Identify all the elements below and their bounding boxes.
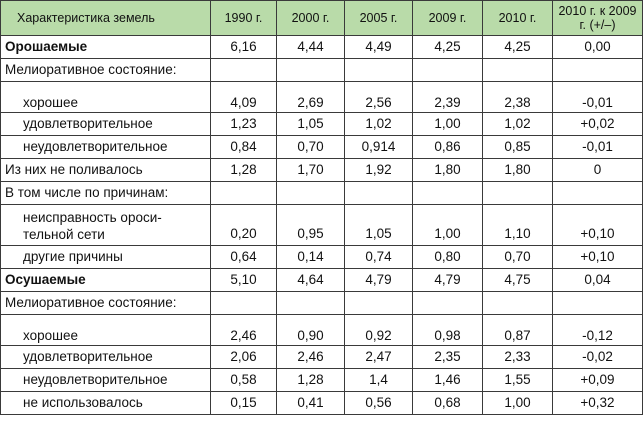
- table-cell: 2,33: [483, 346, 553, 369]
- table-cell: 0,70: [483, 246, 553, 269]
- table-cell: 0,90: [277, 315, 345, 346]
- column-header-2009: 2009 г.: [413, 1, 483, 36]
- table-cell: 5,10: [211, 269, 277, 292]
- table-row: [1, 346, 643, 369]
- table-cell: 4,49: [345, 36, 413, 59]
- table-cell: 1,28: [211, 159, 277, 182]
- table-cell: 1,55: [483, 369, 553, 392]
- row-label: Осушаемые: [1, 269, 211, 292]
- table-cell: 4,09: [211, 82, 277, 113]
- table-cell: 2,56: [345, 82, 413, 113]
- row-label: не использовалось: [1, 392, 211, 415]
- row-label: хорошее: [1, 82, 211, 113]
- table-cell: 4,25: [413, 36, 483, 59]
- table-cell: 1,00: [483, 392, 553, 415]
- table-cell: 0,14: [277, 246, 345, 269]
- table-cell: 0,58: [211, 369, 277, 392]
- table-cell: 6,16: [211, 36, 277, 59]
- table-cell: 0,68: [413, 392, 483, 415]
- table-cell: 2,39: [413, 82, 483, 113]
- row-label: другие причины: [1, 246, 211, 269]
- column-header-change: 2010 г. к 2009 г. (+/–): [553, 1, 643, 36]
- table-cell: 1,46: [413, 369, 483, 392]
- table-cell: +0,09: [553, 369, 643, 392]
- column-header-2000: 2000 г.: [277, 1, 345, 36]
- table-cell: 1,70: [277, 159, 345, 182]
- table-cell: 1,4: [345, 369, 413, 392]
- table-cell: [211, 292, 277, 315]
- table-cell: 4,75: [483, 269, 553, 292]
- table-row: [1, 182, 643, 205]
- table-cell: [413, 59, 483, 82]
- table-cell: 0,00: [553, 36, 643, 59]
- table-row: [1, 246, 643, 269]
- table-cell: 1,05: [277, 113, 345, 136]
- table-cell: [483, 59, 553, 82]
- table-cell: [553, 182, 643, 205]
- table-cell: [277, 59, 345, 82]
- table-cell: 1,23: [211, 113, 277, 136]
- table-cell: [211, 182, 277, 205]
- table-cell: 0: [553, 159, 643, 182]
- table-cell: 0,98: [413, 315, 483, 346]
- table-cell: -0,01: [553, 82, 643, 113]
- table-cell: +0,02: [553, 113, 643, 136]
- table-cell: 2,47: [345, 346, 413, 369]
- table-cell: [277, 182, 345, 205]
- row-label: Орошаемые: [1, 36, 211, 59]
- table-cell: 0,15: [211, 392, 277, 415]
- table-cell: -0,01: [553, 136, 643, 159]
- table-row: [1, 159, 643, 182]
- table-cell: 4,79: [413, 269, 483, 292]
- table-cell: 0,56: [345, 392, 413, 415]
- row-label: В том числе по причинам:: [1, 182, 211, 205]
- table-row: [1, 269, 643, 292]
- column-header-characteristic: Характеристика земель: [1, 1, 211, 36]
- row-label: неудовлетворительное: [1, 136, 211, 159]
- table-cell: [345, 292, 413, 315]
- table-cell: -0,02: [553, 346, 643, 369]
- row-label: Из них не поливалось: [1, 159, 211, 182]
- table-cell: 2,46: [211, 315, 277, 346]
- table-cell: 1,92: [345, 159, 413, 182]
- row-label: хорошее: [1, 315, 211, 346]
- table-row: [1, 59, 643, 82]
- table-cell: [345, 182, 413, 205]
- table-cell: [483, 292, 553, 315]
- table-cell: 1,10: [483, 205, 553, 246]
- row-label: удовлетворительное: [1, 346, 211, 369]
- column-header-2005: 2005 г.: [345, 1, 413, 36]
- row-label: Мелиоративное состояние:: [1, 59, 211, 82]
- table-row: [1, 315, 643, 346]
- table-cell: 1,28: [277, 369, 345, 392]
- table-row: [1, 36, 643, 59]
- table-cell: 2,38: [483, 82, 553, 113]
- table-cell: 0,84: [211, 136, 277, 159]
- table-cell: -0,12: [553, 315, 643, 346]
- table-cell: [413, 182, 483, 205]
- table-cell: 0,74: [345, 246, 413, 269]
- table-cell: 4,25: [483, 36, 553, 59]
- table-row: [1, 205, 643, 246]
- table-cell: 2,69: [277, 82, 345, 113]
- table-row: [1, 292, 643, 315]
- table-header-row: [1, 1, 643, 36]
- table-cell: 2,35: [413, 346, 483, 369]
- table-cell: +0,32: [553, 392, 643, 415]
- table-cell: 4,44: [277, 36, 345, 59]
- table-cell: [553, 292, 643, 315]
- table-cell: 0,80: [413, 246, 483, 269]
- table-cell: [553, 59, 643, 82]
- row-label: неудовлетворительное: [1, 369, 211, 392]
- table-cell: 1,00: [413, 113, 483, 136]
- table-cell: 0,92: [345, 315, 413, 346]
- row-label: удовлетворительное: [1, 113, 211, 136]
- table-cell: 0,64: [211, 246, 277, 269]
- table-cell: +0,10: [553, 246, 643, 269]
- table-cell: 1,00: [413, 205, 483, 246]
- table-row: [1, 136, 643, 159]
- table-cell: 0,87: [483, 315, 553, 346]
- table-cell: 0,20: [211, 205, 277, 246]
- table-cell: [277, 292, 345, 315]
- table-cell: 1,02: [483, 113, 553, 136]
- table-cell: 0,04: [553, 269, 643, 292]
- table-cell: [345, 59, 413, 82]
- table-cell: +0,10: [553, 205, 643, 246]
- table-cell: 1,05: [345, 205, 413, 246]
- table-cell: 1,80: [483, 159, 553, 182]
- table-cell: 1,80: [413, 159, 483, 182]
- table-cell: [483, 182, 553, 205]
- table-row: [1, 392, 643, 415]
- table-cell: 0,70: [277, 136, 345, 159]
- table-body: [1, 36, 643, 415]
- table-cell: 0,41: [277, 392, 345, 415]
- table-cell: 0,85: [483, 136, 553, 159]
- table-row: [1, 113, 643, 136]
- table-cell: 0,95: [277, 205, 345, 246]
- table-cell: 2,06: [211, 346, 277, 369]
- table-cell: 1,02: [345, 113, 413, 136]
- table-cell: 2,46: [277, 346, 345, 369]
- row-label: Мелиоративное состояние:: [1, 292, 211, 315]
- table-row: [1, 369, 643, 392]
- column-header-2010: 2010 г.: [483, 1, 553, 36]
- table-row: [1, 82, 643, 113]
- table-cell: 0,914: [345, 136, 413, 159]
- table-cell: 4,79: [345, 269, 413, 292]
- table-cell: 4,64: [277, 269, 345, 292]
- table-cell: 0,86: [413, 136, 483, 159]
- row-label: неисправность ороси-тельной сети: [1, 205, 211, 246]
- column-header-1990: 1990 г.: [211, 1, 277, 36]
- table-cell: [413, 292, 483, 315]
- table-cell: [211, 59, 277, 82]
